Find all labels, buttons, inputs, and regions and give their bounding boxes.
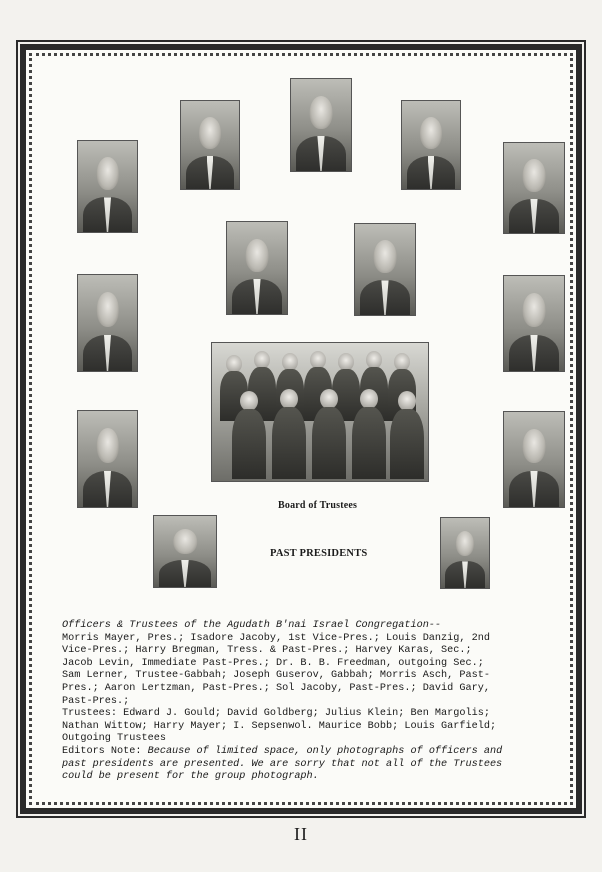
text-line: Pres.; Aaron Lertzman, Past-Pres.; Sol Jacoby, Past-Pres.; David Gary, [62,682,490,694]
page-number: II [294,824,308,844]
text-line: Sam Lerner, Trustee-Gabbah; Joseph Guserov, Gabbah; Morris Asch, Past- [62,670,490,682]
board-of-trustees-photo [211,342,429,482]
text-line: Trustees: Edward J. Gould; David Goldberg; Julius Klein; Ben Margolis; [62,708,490,720]
portrait-photo [401,100,461,190]
portrait-photo [180,100,240,190]
portrait-photo [290,78,352,172]
portrait-photo [503,275,565,372]
portrait-photo [77,140,138,233]
portrait-photo [354,223,416,316]
text-heading: Officers & Trustees of the Agudath B'nai Israel Congregation-- [62,620,442,631]
editors-note-label: Editors Note: [62,745,142,757]
portrait-photo [440,517,490,589]
portrait-photo [77,410,138,508]
text-line: Outgoing Trustees [62,733,166,745]
officers-trustees-text [62,620,574,784]
portrait-photo [77,274,138,372]
board-caption: Board of Trustees [278,500,358,511]
text-line: Jacob Levin, Immediate Past-Pres.; Dr. B. B. Freedman, outgoing Sec.; [62,657,484,669]
portrait-photo [153,515,217,588]
portrait-photo [503,411,565,508]
past-presidents-caption: PAST PRESIDENTS [270,548,368,559]
editors-note-text: past presidents are presented. We are sorry that not all of the Trustees [62,758,503,770]
text-line: Nathan Wittow; Harry Mayer; I. Sepsenwol. Maurice Bobb; Louis Garfield; [62,720,497,732]
text-line: Past-Pres.; [62,695,130,707]
text-line: Vice-Pres.; Harry Bregman, Tress. & Past-Pres.; Harvey Karas, Sec.; [62,645,472,657]
editors-note [62,746,574,759]
portrait-photo [226,221,288,315]
portrait-photo [503,142,565,234]
text-line: Morris Mayer, Pres.; Isadore Jacoby, 1st Vice-Pres.; Louis Danzig, 2nd [62,632,490,644]
editors-note-text: could be present for the group photograph. [62,771,319,783]
editors-note-text: Because of limited space, only photographs of officers and [141,745,503,757]
